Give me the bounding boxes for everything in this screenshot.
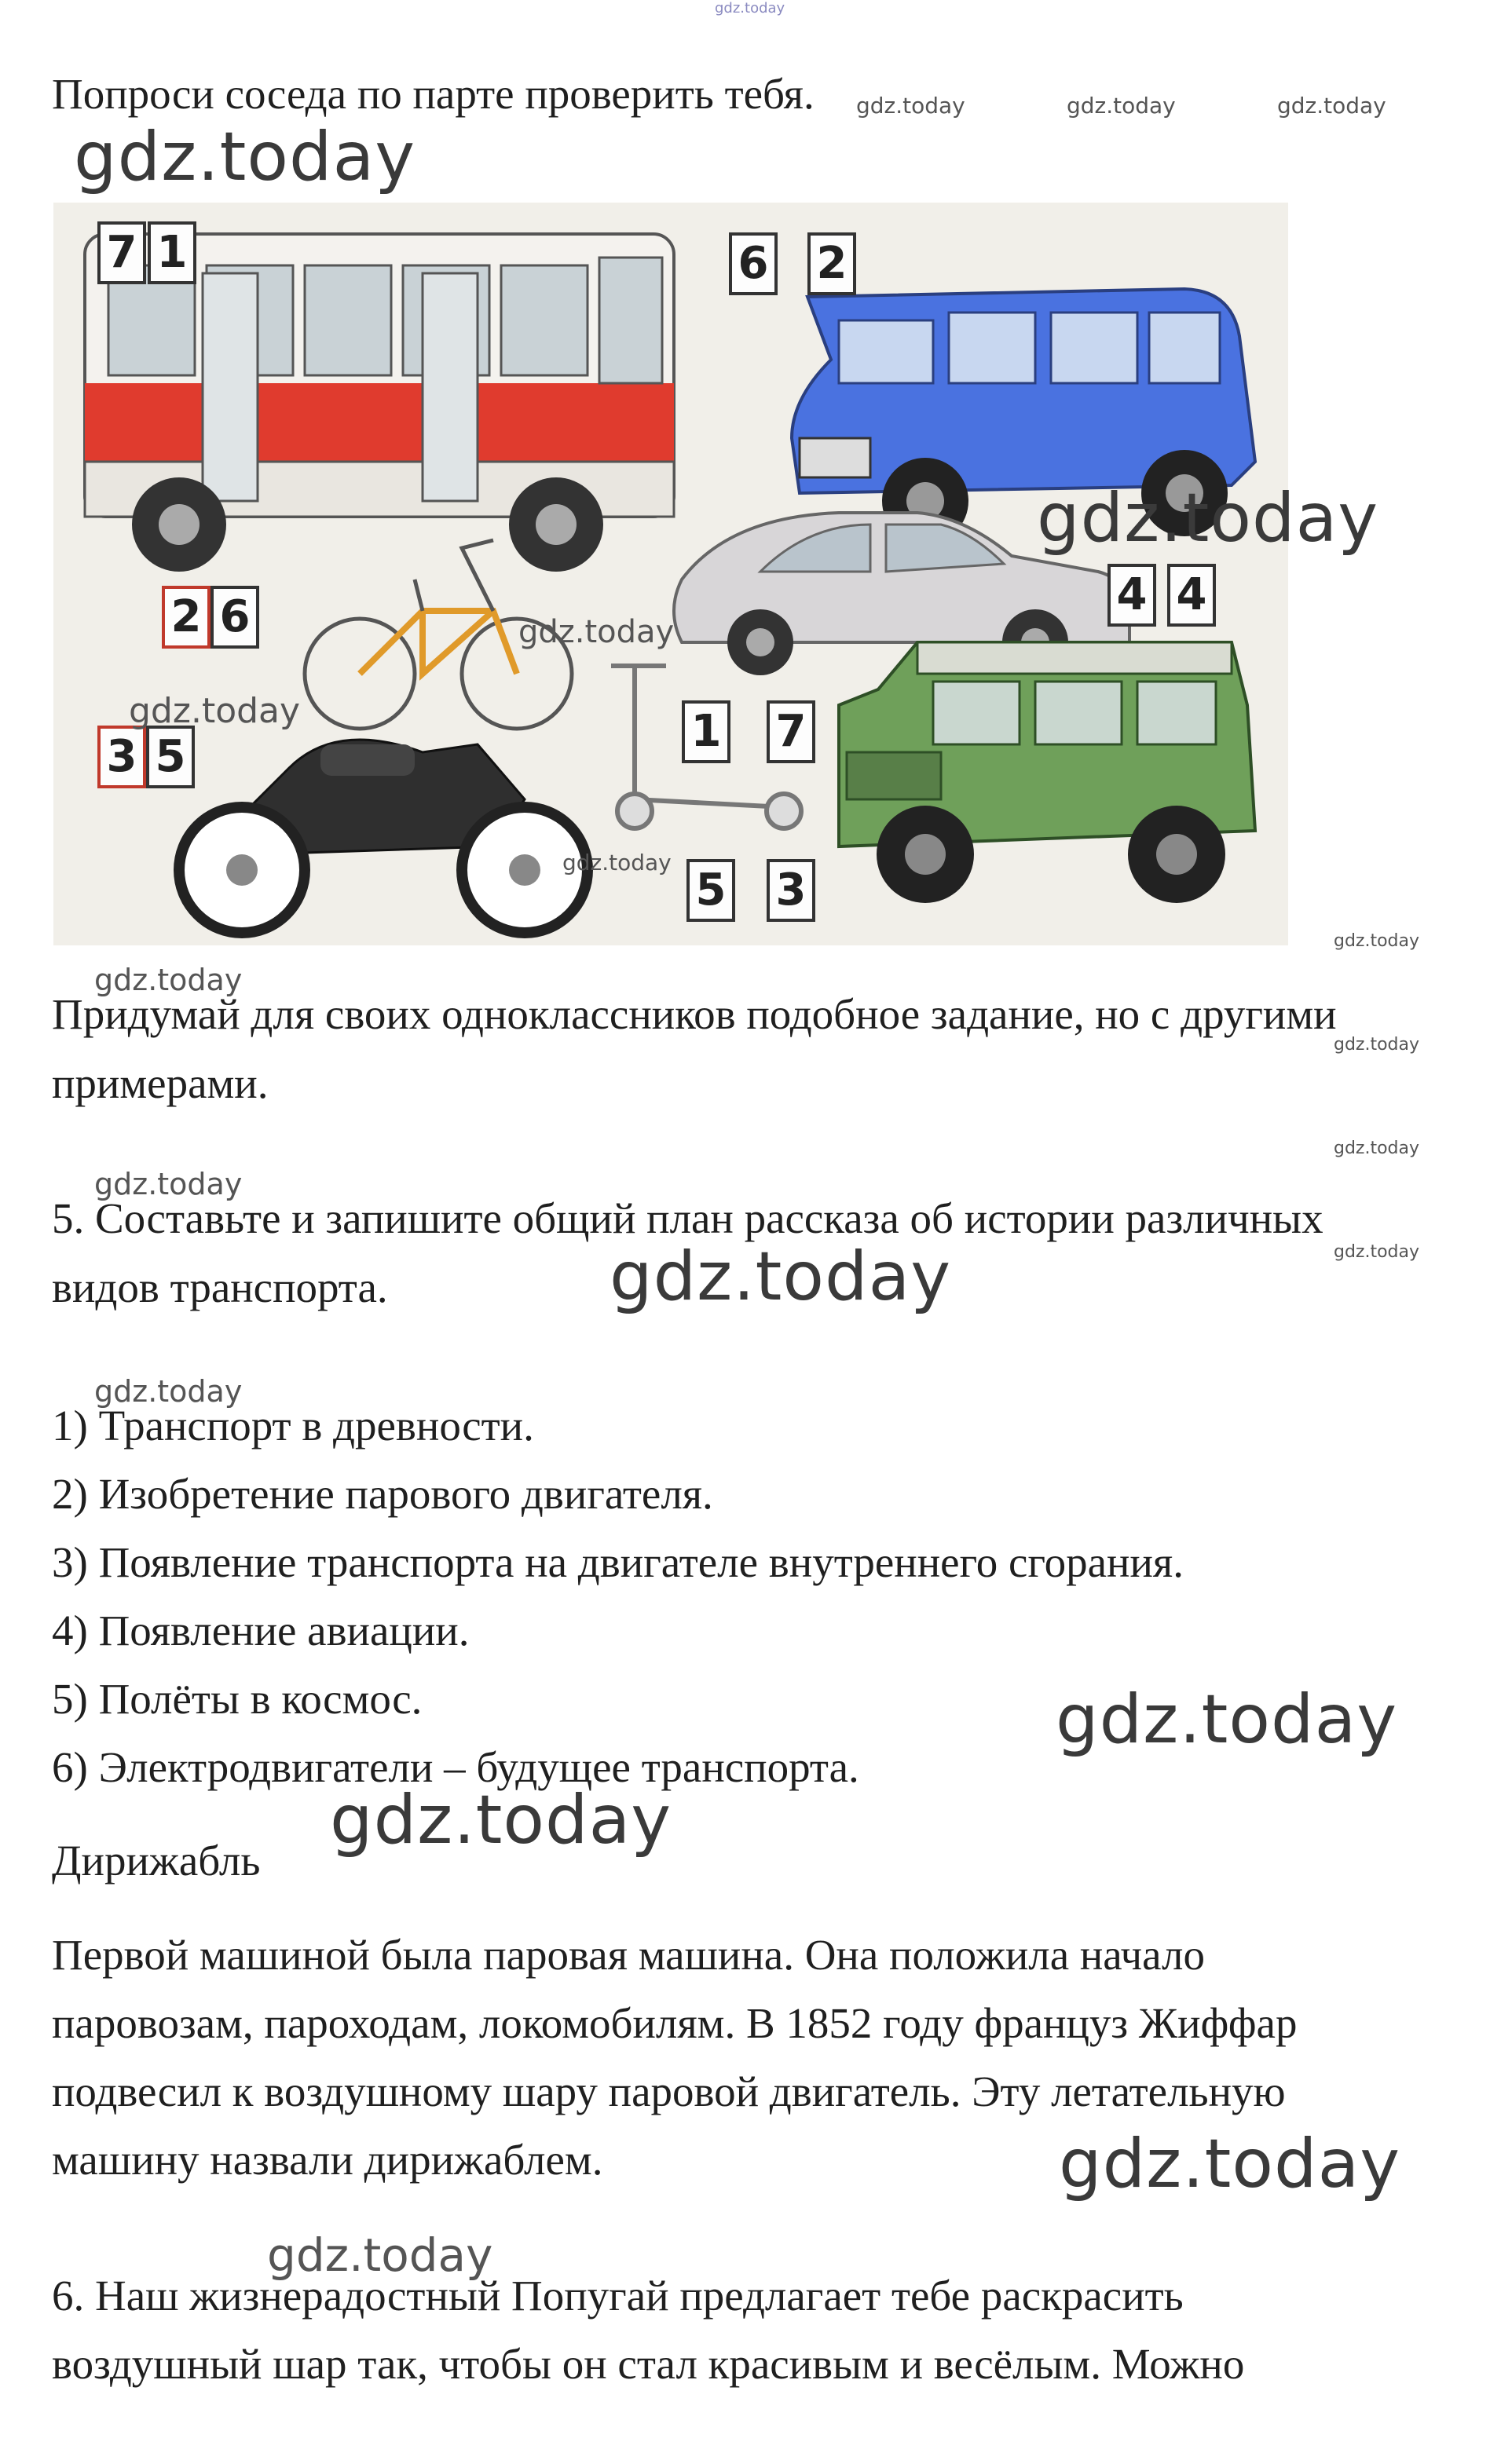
badge-scooter-2: 7 xyxy=(767,700,815,763)
vehicles-picture xyxy=(53,203,1288,945)
watermark: gdz.today xyxy=(1277,93,1386,119)
badge-car-2: 4 xyxy=(1167,564,1216,627)
badge-scooter-1: 1 xyxy=(682,700,730,763)
watermark: gdz.today xyxy=(1334,931,1420,951)
plan-item-5: 5) Полёты в космос. xyxy=(52,1675,423,1723)
plan-item-3: 3) Появление транспорта на двигателе внутреннего сгорания. xyxy=(52,1538,1184,1586)
badge-suv-2: 3 xyxy=(767,859,815,922)
watermark: gdz.today xyxy=(1334,1035,1420,1055)
watermark: gdz.today xyxy=(856,93,965,119)
watermark: gdz.today xyxy=(1067,93,1176,119)
motorcycle-icon xyxy=(179,740,588,933)
watermark-top: gdz.today xyxy=(715,0,785,16)
airship-text-line-1: Первой машиной была паровая машина. Она положила начало xyxy=(52,1931,1206,1979)
question-5-line-2: видов транспорта. xyxy=(52,1263,388,1311)
airship-text-line-3: подвесил к воздушному шару паровой двигатель. Эту летательную xyxy=(52,2067,1286,2115)
badge-bus-1: 7 xyxy=(97,221,146,284)
watermark: gdz.today xyxy=(1334,1139,1420,1158)
watermark: gdz.today xyxy=(94,1374,243,1409)
watermark: gdz.today xyxy=(518,614,675,650)
watermark: gdz.today xyxy=(94,963,243,997)
watermark-large: gdz.today xyxy=(330,1781,672,1859)
plan-item-1: 1) Транспорт в древности. xyxy=(52,1402,534,1450)
watermark-large: gdz.today xyxy=(1037,479,1379,558)
badge-minibus-1: 6 xyxy=(729,232,778,295)
watermark: gdz.today xyxy=(267,2228,493,2282)
plan-item-2: 2) Изобретение парового двигателя. xyxy=(52,1470,713,1518)
intro-text: Попроси соседа по парте проверить тебя. xyxy=(52,70,815,118)
watermark-large: gdz.today xyxy=(610,1237,952,1316)
badge-motorcycle-1: 3 xyxy=(97,726,146,788)
airship-title: Дирижабль xyxy=(52,1837,261,1885)
watermark-large: gdz.today xyxy=(1059,2125,1401,2203)
watermark: gdz.today xyxy=(1334,1242,1420,1262)
badge-suv-1: 5 xyxy=(686,859,735,922)
badge-motorcycle-2: 5 xyxy=(146,726,195,788)
badge-car-1: 4 xyxy=(1107,564,1156,627)
badge-bicycle-1: 2 xyxy=(162,586,211,649)
watermark: gdz.today xyxy=(94,1167,243,1201)
question-6-line-1: 6. Наш жизнерадостный Попугай предлагает тебе раскрасить xyxy=(52,2272,1184,2320)
watermark: gdz.today xyxy=(129,691,301,731)
question-5-line-1: 5. Составьте и запишите общий план рассказа об истории различных xyxy=(52,1194,1323,1242)
task-text-line-2: примерами. xyxy=(52,1059,269,1107)
question-6-line-2: воздушный шар так, чтобы он стал красивым и весёлым. Можно xyxy=(52,2340,1245,2388)
badge-bus-2: 1 xyxy=(148,221,196,284)
watermark-large: gdz.today xyxy=(74,118,416,196)
watermark: gdz.today xyxy=(562,850,672,876)
airship-text-line-4: машину назвали дирижаблем. xyxy=(52,2136,603,2184)
airship-text-line-2: паровозам, пароходам, локомобилям. В 1852 году француз Жиффар xyxy=(52,1999,1298,2047)
badge-bicycle-2: 6 xyxy=(211,586,259,649)
badge-minibus-2: 2 xyxy=(807,232,856,295)
bus-icon xyxy=(85,234,674,572)
plan-item-4: 4) Появление авиации. xyxy=(52,1607,470,1654)
vehicles-illustration xyxy=(53,203,1288,945)
watermark-large: gdz.today xyxy=(1056,1680,1398,1759)
suv-icon xyxy=(839,642,1255,903)
task-text-line-1: Придумай для своих одноклассников подобное задание, но с другими xyxy=(52,990,1337,1038)
plan-item-6: 6) Электродвигатели – будущее транспорта. xyxy=(52,1743,859,1791)
